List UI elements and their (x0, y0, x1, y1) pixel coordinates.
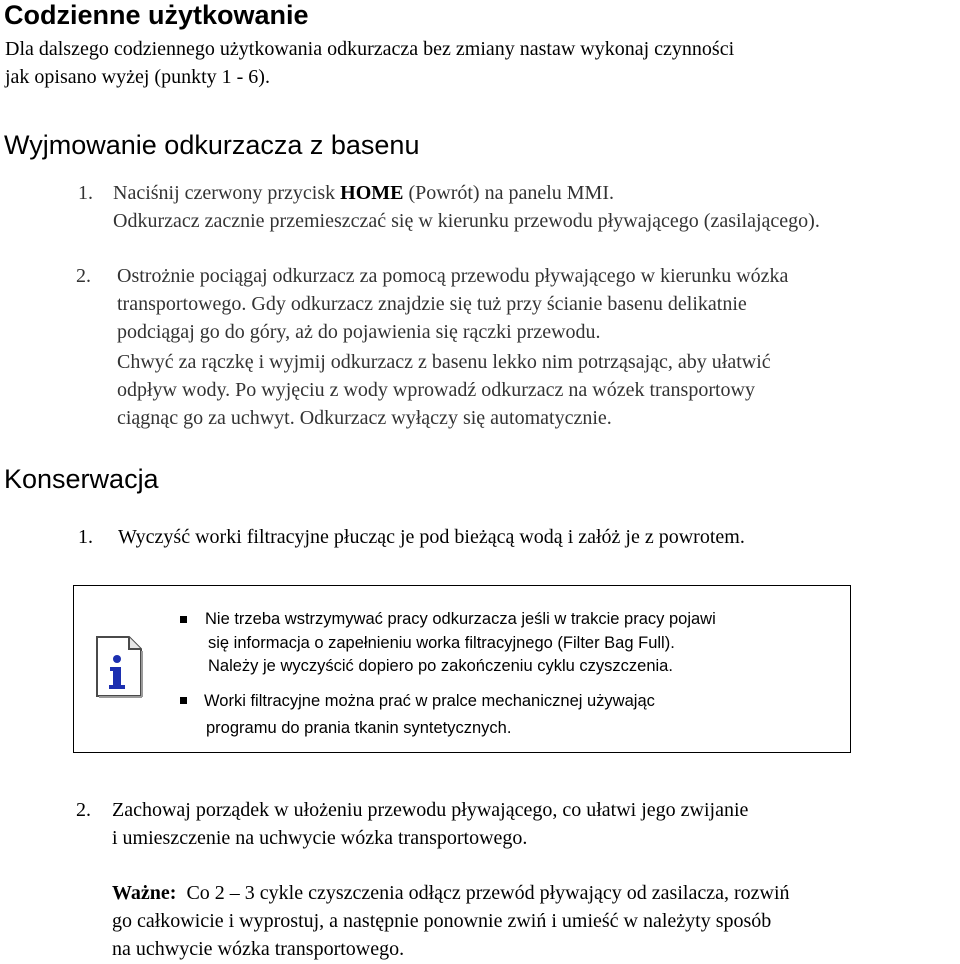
daily-heading: Codzienne użytkowanie (4, 0, 309, 30)
note-bullet1-line-3: Należy je wyczyścić dopiero po zakończeniu cyklu czyszczenia. (208, 657, 673, 675)
removal-item2-line-2: transportowego. Gdy odkurzacz znajdzie się tuż przy ścianie basenu delikatnie (117, 293, 747, 315)
maintenance-item2-number: 2. (76, 799, 91, 821)
maintenance-heading: Konserwacja (4, 464, 159, 494)
important-line-3: na uchwycie wózka transportowego. (112, 938, 405, 960)
important-label: Ważne: (112, 882, 177, 904)
removal-item2-line-1: Ostrożnie pociągaj odkurzacz za pomocą przewodu pływającego w kierunku wózka (117, 265, 789, 287)
info-document-icon (93, 634, 145, 700)
note-bullet-2 (180, 697, 187, 704)
removal-item2-line-4: Chwyć za rączkę i wyjmij odkurzacz z basenu lekko nim potrząsając, aby ułatwić (117, 351, 771, 373)
note-bullet1-line-2: się informacja o zapełnieniu worka filtracyjnego (Filter Bag Full). (208, 634, 675, 652)
maintenance-item1-text: Wyczyść worki filtracyjne płucząc je pod bieżącą wodą i załóż je z powrotem. (118, 526, 745, 548)
removal-item2-line-3: podciągaj go do góry, aż do pojawienia się rączki przewodu. (117, 321, 601, 343)
important-line-1 (112, 879, 790, 907)
removal-item1-text (113, 179, 614, 207)
daily-paragraph-line-1: Dla dalszego codziennego użytkowania odkurzacza bez zmiany nastaw wykonaj czynności (5, 38, 735, 60)
maintenance-item2-line-1: Zachowaj porządek w ułożeniu przewodu pływającego, co ułatwi jego zwijanie (112, 799, 749, 821)
removal-item2-line-6: ciągnąc go za uchwyt. Odkurzacz wyłączy się automatycznie. (117, 407, 612, 429)
daily-paragraph-line-2: jak opisano wyżej (punkty 1 - 6). (5, 66, 270, 88)
home-key-label: HOME (340, 182, 404, 204)
removal-item1-post: (Powrót) na panelu MMI. (403, 182, 615, 204)
removal-item2-number: 2. (76, 265, 91, 287)
removal-heading: Wyjmowanie odkurzacza z basenu (4, 130, 420, 160)
important-line-2: go całkowicie i wyprostuj, a następnie ponownie zwiń i umieść w należyty sposób (112, 910, 772, 932)
note-bullet2-line-2: programu do prania tkanin syntetycznych. (206, 719, 512, 737)
removal-item1-number: 1. (78, 182, 93, 204)
note-bullet1-line-1: Nie trzeba wstrzymywać pracy odkurzacza jeśli w trakcie pracy pojawi (205, 610, 716, 628)
removal-item1-line-2: Odkurzacz zacznie przemieszczać się w kierunku przewodu pływającego (zasilającego). (113, 210, 820, 232)
maintenance-item2-line-2: i umieszczenie na uchwycie wózka transportowego. (112, 827, 528, 849)
removal-item1-pre: Naciśnij czerwony przycisk (113, 182, 341, 204)
important-text-1: Co 2 – 3 cykle czyszczenia odłącz przewód pływający od zasilacza, rozwiń (186, 882, 790, 904)
removal-item2-line-5: odpływ wody. Po wyjęciu z wody wprowadź odkurzacz na wózek transportowy (117, 379, 755, 401)
note-bullet2-line-1: Worki filtracyjne można prać w pralce mechanicznej używając (204, 692, 655, 710)
maintenance-item1-number: 1. (78, 526, 93, 548)
note-bullet-1 (180, 616, 187, 623)
